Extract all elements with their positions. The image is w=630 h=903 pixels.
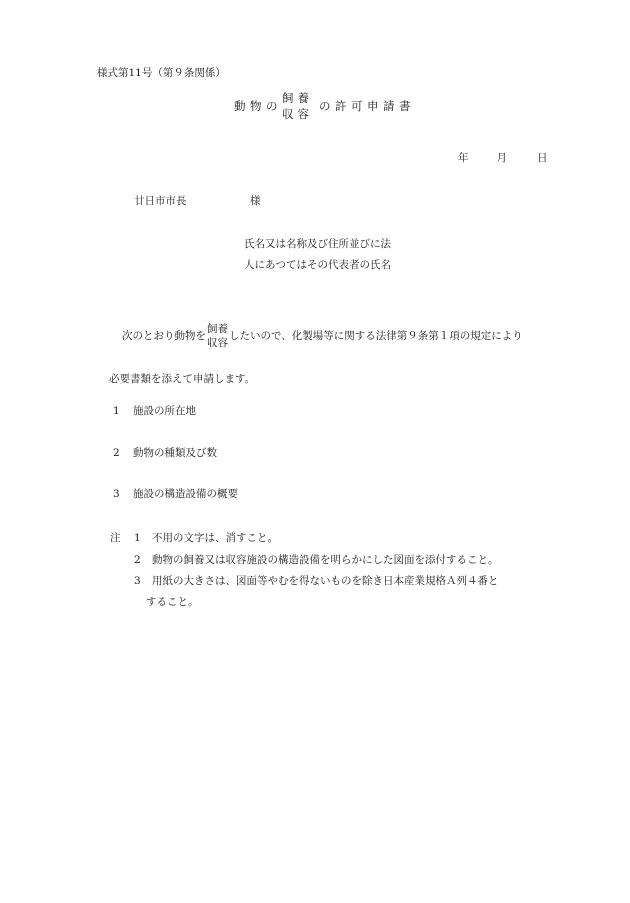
body-choice-keep: 飼養 <box>207 323 228 335</box>
body-text-before: 次のとおり動物を <box>122 330 206 343</box>
addressee-name: 廿日市市長 <box>134 195 187 207</box>
body-text-after: したいので、化製場等に関する法律第９条第１項の規定により <box>229 330 523 343</box>
title-choice-keep: 飼養 <box>282 91 313 105</box>
body-text-line-2: 必要書類を添えて申請します。 <box>109 373 256 385</box>
date-field <box>458 153 548 164</box>
body-text-line-1 <box>122 323 523 350</box>
applicant-label-line-2: 人にあつてはその代表者の氏名 <box>244 259 391 271</box>
note-text: 用紙の大きさは、図面等やむを得ないものを除き日本産業規格Ａ列４番と <box>152 575 499 587</box>
list-item-number: 2 <box>113 447 120 459</box>
form-number: 様式第11号（第９条関係） <box>97 67 226 79</box>
date-year-label: 年 <box>458 152 469 164</box>
note-item <box>134 576 499 587</box>
note-text: 不用の文字は、消すこと。 <box>152 532 278 544</box>
note-item <box>134 533 278 544</box>
title-choice-stack <box>282 91 313 122</box>
list-item-number: 1 <box>113 405 120 417</box>
title-part-1: 動物の <box>234 98 282 113</box>
note-number: 1 <box>134 532 141 544</box>
list-item-label: 施設の所在地 <box>133 405 196 417</box>
applicant-label-line-1: 氏名又は名称及び住所並びに法 <box>244 238 391 250</box>
body-choice-stack <box>207 323 228 350</box>
note-continuation: すること。 <box>146 596 199 608</box>
date-month-label: 月 <box>496 152 507 164</box>
document-title <box>234 91 415 122</box>
notes-heading: 注 <box>110 532 121 544</box>
note-number: 3 <box>134 575 141 587</box>
note-text: 動物の飼養又は収容施設の構造設備を明らかにした図面を添付すること。 <box>152 554 499 566</box>
title-part-2: の許可申請書 <box>319 98 415 113</box>
body-choice-house: 収容 <box>207 336 228 349</box>
list-item <box>113 406 196 417</box>
date-day-label: 日 <box>537 152 548 164</box>
list-item-label: 施設の構造設備の概要 <box>133 488 238 500</box>
list-item <box>113 489 238 500</box>
list-item <box>113 448 217 459</box>
list-item-label: 動物の種類及び数 <box>133 447 217 459</box>
list-item-number: 3 <box>113 488 120 500</box>
note-item <box>134 555 499 566</box>
addressee-honorific: 様 <box>250 195 261 207</box>
title-choice-house: 収容 <box>282 106 313 121</box>
note-number: 2 <box>134 554 141 566</box>
